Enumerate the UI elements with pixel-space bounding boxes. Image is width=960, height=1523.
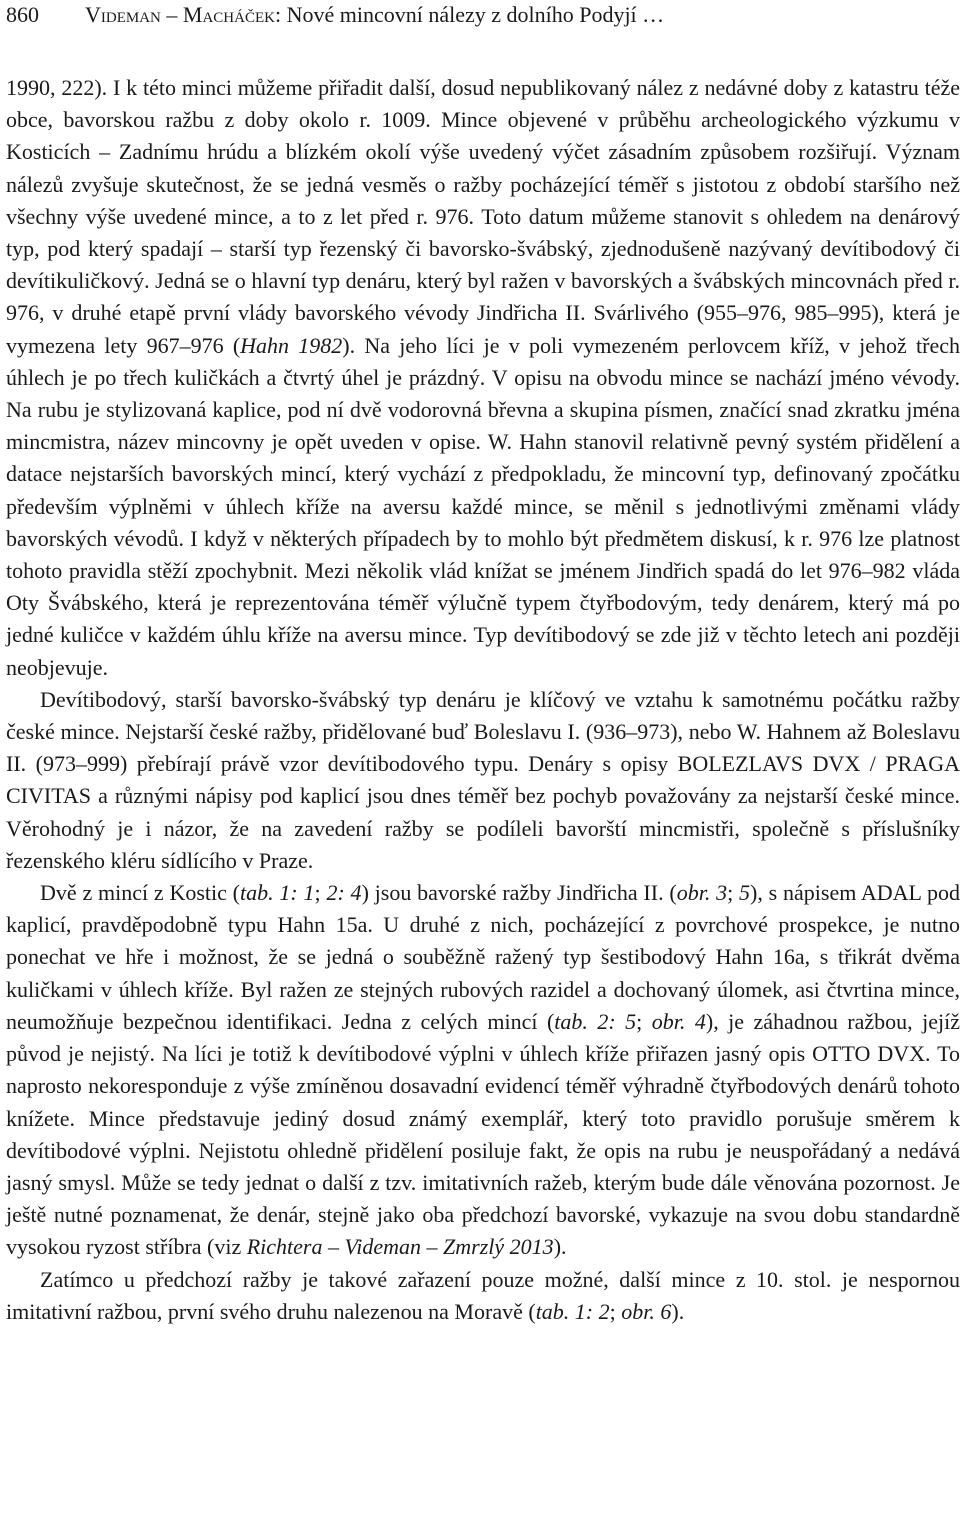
text-run: ; [609,1298,622,1324]
text-run: ; [727,880,740,906]
page-number: 860 [6,2,39,27]
text-run: ; [636,1008,652,1034]
italic-text: Richtera – Videman – Zmrzlý 2013 [246,1234,554,1260]
italic-text: tab. 2: 5 [554,1008,637,1034]
text-run: Devítibodový, starší bavorsko-švábský typ denáru je klíčový ve vztahu k samotnému počátku ražby české mince. Nejstarší české ražby, přidělované buď Boleslavu I. (936–973), nebo W. Hahnem až Boleslavu II. (973–999) přebírají právě vzor devítibodového typu. Denáry s opisy BOLEZLAVS DVX / PRAGA CIVITAS a různými nápisy pod kaplicí jsou dnes téměř bez pochyb považovány za nejstarší české mince. Věrohodný je i názor, že na zavedení ražby se podíleli bavorští mincmistři, společně s příslušníky řezenského kléru sídlícího v Praze. [6,686,960,873]
italic-text: obr. 3 [676,880,728,906]
paragraph [6,1264,960,1328]
paragraph [6,72,960,684]
header-authors: Videman – Macháček: [85,2,282,27]
italic-text: 2: 4 [326,880,362,906]
text-run: ). Na jeho líci je v poli vymezeném perlovcem kříž, v jehož třech úhlech je po třech kuličkách a čtvrtý úhel je prázdný. V opisu na obvodu mince se nachází jméno vévody. Na rubu je stylizovaná kaplice, pod ní dvě vodorovná břevna a skupina písmen, značící snad zkratku jména mincmistra, název mincovny je opět uveden v opise. W. Hahn stanovil relativně pevný systém přidělení a datace nejstarších bavorských mincí, který vychází z předpokladu, že mincovní typ, definovaný zpočátku především výplněmi v úhlech kříže na aversu každé mince, se měnil s jednotlivými změnami vlády bavorských vévodů. I když v některých případech by to mohlo být předmětem diskusí, k r. 976 lze platnost tohoto pravidla stěží zpochybnit. Mezi několik vlád knížat se jménem Jindřich spadá do let 976–982 vláda Oty Švábského, která je reprezentována téměř výlučně typem čtyřbodovým, tedy denárem, který má po jedné kuličce v každém úhlu kříže na aversu mince. Typ devítibodový se zde již v těchto letech ani později neobjevuje. [6,332,960,680]
text-run: Zatímco u předchozí ražby je takové zařazení pouze možné, další mince z 10. stol. je nespornou imitativní ražbou, první svého druhu nalezenou na Moravě ( [6,1266,960,1324]
header-title: Nové mincovní nálezy z dolního Podyjí … [286,2,665,27]
text-run: ). [671,1298,685,1324]
article-body [6,72,960,1328]
running-header [6,0,960,30]
italic-text: Hahn 1982 [240,332,343,358]
paragraph [6,877,960,1263]
italic-text: tab. 1: 2 [535,1298,610,1324]
text-run: Dvě z mincí z Kostic ( [40,880,240,906]
text-run: ) jsou bavorské ražby Jindřicha II. ( [361,880,677,906]
paragraph [6,684,960,877]
text-run: ), s nápisem ADAL pod kaplicí, pravděpodobně typu Hahn 15a. U druhé z nich, pocházející z povrchové prospekce, je nutno ponechat ve hře i možnost, že se jedná o souběžně ražený typ šestibodový Hahn 16a, s třikrát dvěma kuličkami v úhlech kříže. Byl ražen ze stejných rubových razidel a dochovaný úlomek, asi čtvrtina mince, neumožňuje bezpečnou identifikaci. Jedna z celých mincí ( [6,880,960,1034]
italic-text: tab. 1: 1 [240,880,315,906]
text-run: ). [553,1234,567,1260]
text-run: 1990, 222). I k této minci můžeme přiřadit další, dosud nepublikovaný nález z nedávné doby z katastru téže obce, bavorskou ražbu z doby okolo r. 1009. Mince objevené v průběhu archeologického výzkumu v Kosticích – Zadnímu hrúdu a blízkém okolí výše uvedený výčet zásadním způsobem rozšiřují. Význam nálezů zvyšuje skutečnost, že se jedná vesměs o ražby pocházející téměř s jistotou z období staršího než všechny výše uvedené mince, a to z let před r. 976. Toto datum můžeme stanovit s ohledem na denárový typ, pod který spadají – starší typ řezenský či bavorsko-švábský, zjednodušeně nazývaný devítibodový či devítikuličkový. Jedná se o hlavní typ denáru, který byl ražen v bavorských a švábských mincovnách před r. 976, v druhé etapě první vlády bavorského vévody Jindřicha II. Svárlivého (955–976, 985–995), která je vymezena lety 967–976 ( [6,75,960,358]
text-run: ), je záhadnou ražbou, jejíž původ je nejistý. Na líci je totiž k devítibodové výplni v úhlech kříže přiřazen jasný opis OTTO DVX. To naprosto nekoresponduje z výše zmíněnou dosavadní evidencí téměř výhradně čtyřbodových denárů tohoto knížete. Mince představuje jediný dosud známý exemplář, který toto pravidlo porušuje směrem k devítibodové výplni. Nejistotu ohledně přidělení posiluje fakt, že opis na rubu je neuspořádaný a nedává jasný smysl. Může se tedy jednat o další z tzv. imitativních ražeb, kterým bude dále věnována pozornost. Je ještě nutné poznamenat, že denár, stejně jako oba předchozí bavorské, vykazuje na svou dobu standardně vysokou ryzost stříbra (viz [6,1008,960,1260]
italic-text: obr. 6 [621,1298,672,1324]
text-run: ; [314,880,327,906]
italic-text: obr. 4 [651,1008,706,1034]
italic-text: 5 [739,880,751,906]
